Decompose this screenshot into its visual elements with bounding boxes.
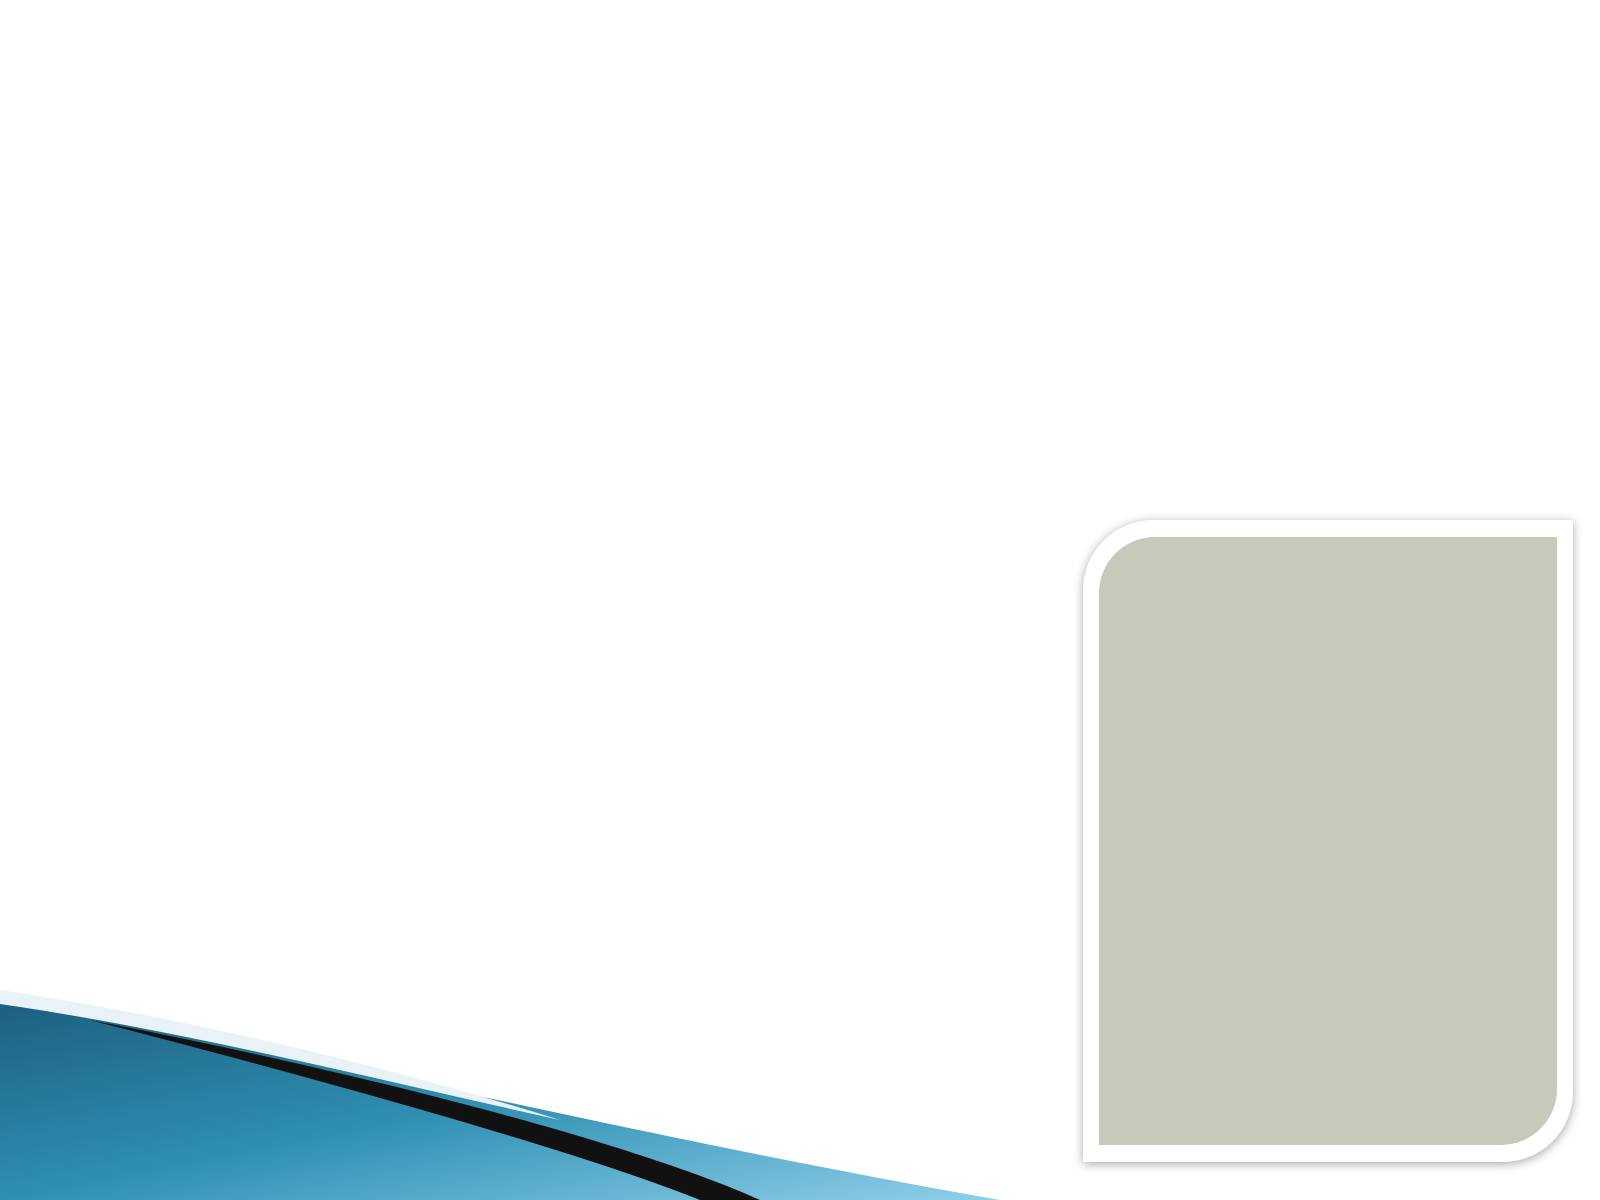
decorative-swoosh: [0, 990, 1000, 1200]
spec-infographic: [1099, 537, 1557, 1145]
spec-card: [1099, 537, 1557, 1145]
